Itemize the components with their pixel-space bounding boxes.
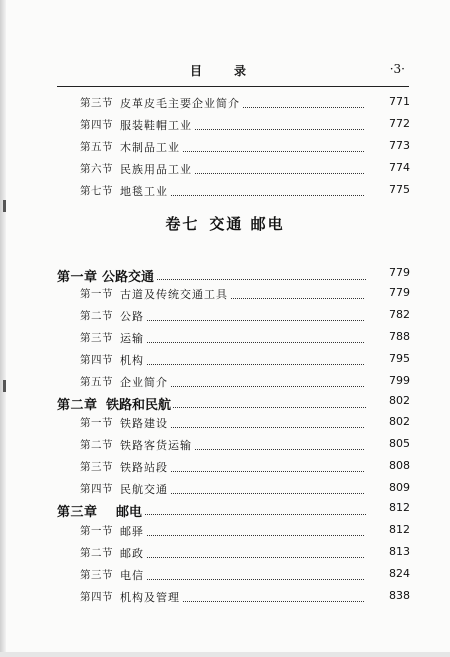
section-title: 企业简介 — [120, 376, 168, 389]
page-number: 779 — [364, 286, 410, 299]
section-title: 公路 — [120, 310, 144, 323]
section-number: 第一节 — [80, 288, 113, 300]
section-title: 铁路站段 — [120, 461, 168, 474]
chapter-title: 公路交通 — [102, 266, 156, 285]
section-title: 机构 — [120, 354, 144, 367]
page-number: 802 — [364, 394, 410, 407]
toc-entry[interactable] — [0, 437, 450, 455]
toc-entry[interactable] — [0, 161, 450, 179]
dot-leader — [122, 557, 366, 558]
header-rule — [57, 86, 409, 87]
section-title: 服装鞋帽工业 — [120, 119, 192, 132]
running-header — [0, 62, 450, 84]
toc-entry[interactable] — [0, 183, 450, 201]
toc-chapter-entry[interactable] — [0, 501, 450, 521]
section-number: 第五节 — [80, 141, 113, 153]
dot-leader — [122, 279, 366, 280]
toc-chapter-entry[interactable] — [0, 394, 450, 414]
section-number: 第五节 — [80, 376, 113, 388]
page-number: 771 — [364, 95, 410, 108]
volume-title: 交通 邮电 — [209, 215, 285, 233]
toc-entry[interactable] — [0, 481, 450, 499]
page-number: 808 — [364, 459, 410, 472]
dot-leader — [122, 579, 366, 580]
page-number: 838 — [364, 589, 410, 602]
section-title: 木制品工业 — [120, 141, 180, 154]
section-number: 第七节 — [80, 185, 113, 197]
chapter-title: 邮电 — [116, 501, 144, 520]
header-page-number: ·3· — [389, 62, 405, 76]
section-title: 邮政 — [120, 547, 144, 560]
section-number: 第二节 — [80, 547, 113, 559]
section-title: 地毯工业 — [120, 185, 168, 198]
toc-entry[interactable] — [0, 352, 450, 370]
toc-entry[interactable] — [0, 308, 450, 326]
toc-entry[interactable] — [0, 545, 450, 563]
page-number: 824 — [364, 567, 410, 580]
toc-entry[interactable] — [0, 567, 450, 585]
page-number: 812 — [364, 501, 410, 514]
page-number: 773 — [364, 139, 410, 152]
section-number: 第一节 — [80, 525, 113, 537]
section-number: 第一节 — [80, 417, 113, 429]
section-number: 第四节 — [80, 591, 113, 603]
dot-leader — [122, 320, 366, 321]
page-number: 802 — [364, 415, 410, 428]
page-number: 795 — [364, 352, 410, 365]
binding-mark — [3, 200, 6, 212]
header-title: 目 录 — [190, 64, 257, 78]
section-title: 铁路客货运输 — [120, 439, 192, 452]
section-number: 第三节 — [80, 97, 113, 109]
toc-entry[interactable] — [0, 415, 450, 433]
toc-entry[interactable] — [0, 286, 450, 304]
section-title: 机构及管理 — [120, 591, 180, 604]
dot-leader — [122, 342, 366, 343]
section-number: 第四节 — [80, 354, 113, 366]
section-title: 运输 — [120, 332, 144, 345]
page-number: 799 — [364, 374, 410, 387]
toc-chapter-entry[interactable] — [0, 266, 450, 286]
section-number: 第三节 — [80, 569, 113, 581]
toc-entry[interactable] — [0, 589, 450, 607]
page-number: 782 — [364, 308, 410, 321]
dot-leader — [122, 364, 366, 365]
toc-entry[interactable] — [0, 139, 450, 157]
page-number: 813 — [364, 545, 410, 558]
volume-heading — [0, 213, 450, 234]
section-title: 民族用品工业 — [120, 163, 192, 176]
page-bottom-edge — [0, 652, 450, 657]
section-title: 古道及传统交通工具 — [120, 288, 228, 301]
volume-number: 卷七 — [165, 215, 200, 233]
page-number: 812 — [364, 523, 410, 536]
chapter-number: 第一章 — [57, 270, 98, 285]
dot-leader — [122, 535, 366, 536]
section-title: 电信 — [120, 569, 144, 582]
section-title: 邮驿 — [120, 525, 144, 538]
toc-entry[interactable] — [0, 95, 450, 113]
toc-entry[interactable] — [0, 459, 450, 477]
toc-entry[interactable] — [0, 117, 450, 135]
page-number: 774 — [364, 161, 410, 174]
section-title: 铁路建设 — [120, 417, 168, 430]
section-number: 第二节 — [80, 310, 113, 322]
chapter-title: 铁路和民航 — [106, 394, 173, 413]
chapter-number: 第三章 — [57, 505, 98, 520]
page-number: 809 — [364, 481, 410, 494]
page-number: 772 — [364, 117, 410, 130]
dot-leader — [122, 514, 366, 515]
section-title: 民航交通 — [120, 483, 168, 496]
page-number: 805 — [364, 437, 410, 450]
toc-entry[interactable] — [0, 374, 450, 392]
section-number: 第三节 — [80, 461, 113, 473]
section-number: 第六节 — [80, 163, 113, 175]
toc-entry[interactable] — [0, 330, 450, 348]
section-number: 第二节 — [80, 439, 113, 451]
section-number: 第三节 — [80, 332, 113, 344]
section-number: 第四节 — [80, 483, 113, 495]
section-title: 皮革皮毛主要企业简介 — [120, 97, 240, 110]
chapter-number: 第二章 — [57, 398, 98, 413]
page-number: 775 — [364, 183, 410, 196]
toc-entry[interactable] — [0, 523, 450, 541]
section-number: 第四节 — [80, 119, 113, 131]
page-number: 779 — [364, 266, 410, 279]
page-number: 788 — [364, 330, 410, 343]
